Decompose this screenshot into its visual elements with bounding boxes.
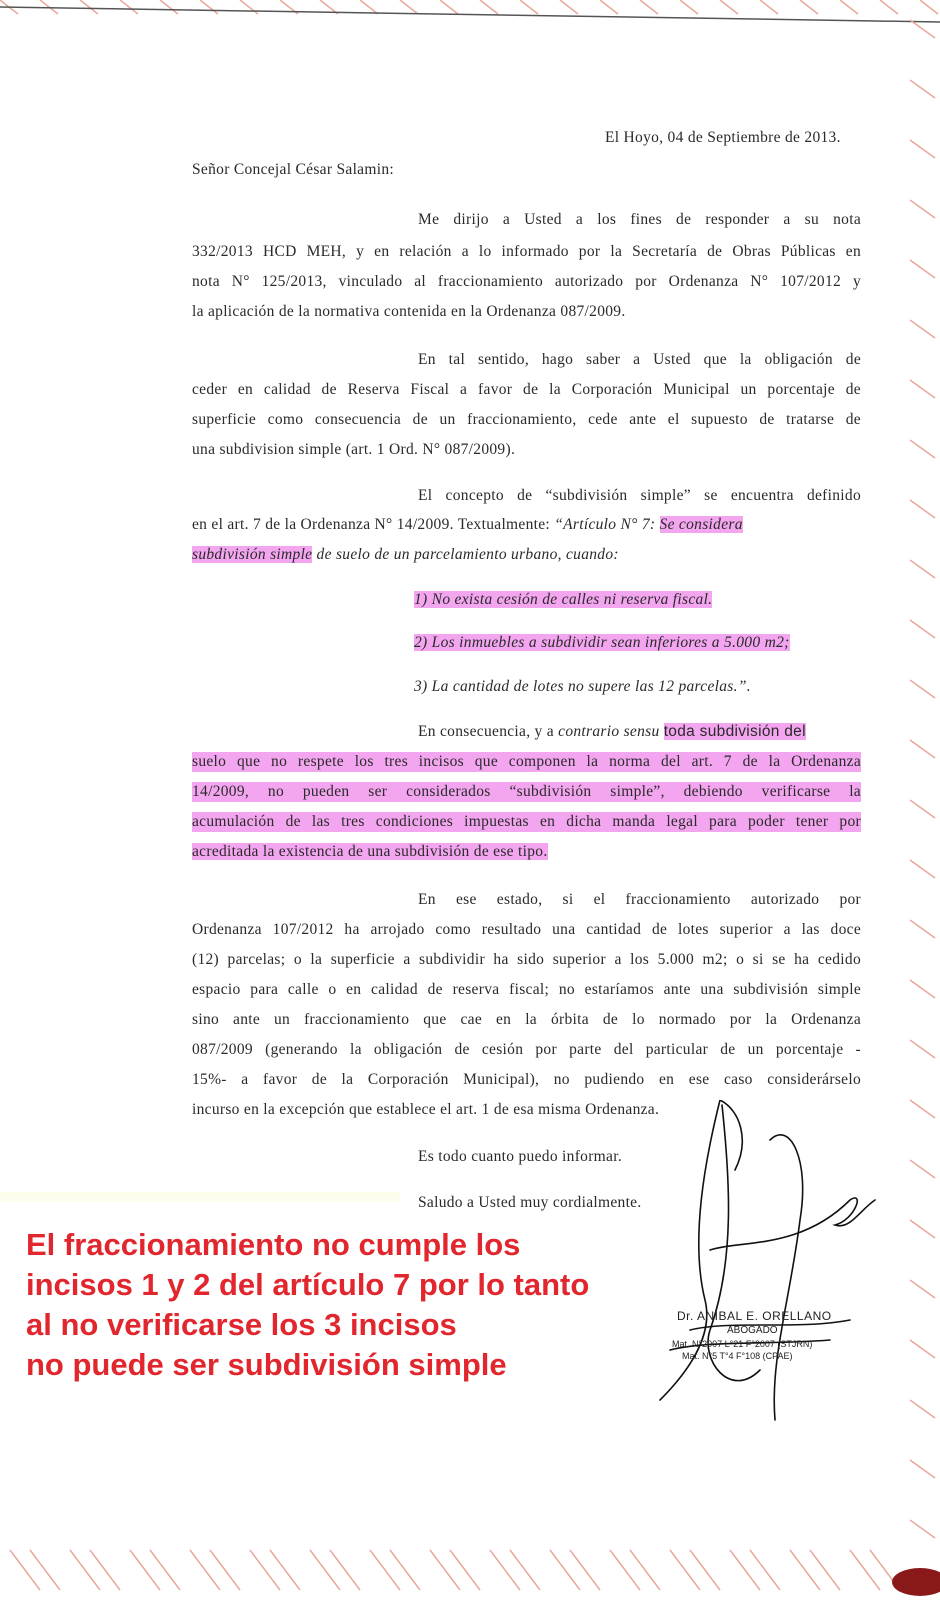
p2-line-2: ceder en calidad de Reserva Fiscal a favor de la Corporación Municipal un porcentaje de bbox=[192, 381, 861, 398]
right-edge-stripes bbox=[905, 0, 940, 1600]
p1-line-4: la aplicación de la normativa contenida en la Ordenanza 087/2009. bbox=[192, 303, 626, 320]
item-3: 3) La cantidad de lotes no supere las 12 parcelas.”. bbox=[414, 678, 751, 695]
annotation-line-2: incisos 1 y 2 del artículo 7 por lo tanto bbox=[26, 1267, 590, 1302]
p4-line-1 bbox=[418, 722, 806, 742]
bottom-edge-stripes bbox=[0, 1520, 940, 1600]
closing-1: Es todo cuanto puedo informar. bbox=[418, 1148, 622, 1165]
signature-mat-2: Mat. N°5 T°4 F°108 (CPAE) bbox=[682, 1351, 793, 1361]
annotation-line-1: El fraccionamiento no cumple los bbox=[26, 1227, 521, 1262]
p2-line-4: una subdivision simple (art. 1 Ord. N° 087/2009). bbox=[192, 441, 516, 458]
scan-yellow-strip bbox=[0, 1192, 400, 1202]
p1-line-3: nota N° 125/2013, vinculado al fraccionamiento autorizado por Ordenanza N° 107/2012 y bbox=[192, 273, 861, 290]
closing-2: Saludo a Usted muy cordialmente. bbox=[418, 1194, 642, 1211]
p4-line-1-italic: contrario sensu bbox=[558, 723, 660, 740]
signature-name: Dr. ANIBAL E. ORELLANO bbox=[677, 1309, 832, 1323]
p3-line-2 bbox=[192, 515, 743, 535]
p4-line-5-highlight: acreditada la existencia de una subdivisión de ese tipo. bbox=[192, 843, 548, 860]
p3-line-2-text: en el art. 7 de la Ordenanza N° 14/2009. Textualmente: bbox=[192, 516, 555, 533]
p5-line-4: espacio para calle o en calidad de reserva fiscal; no estaríamos ante una subdivisión simple bbox=[192, 981, 861, 998]
item-2 bbox=[414, 633, 790, 653]
p4-line-1-text: En consecuencia, y a bbox=[418, 723, 559, 740]
annotation-note bbox=[26, 1225, 676, 1385]
right-stripes-graphic bbox=[905, 0, 940, 1600]
p4-line-2: suelo que no respete los tres incisos que componen la norma del art. 7 de la Ordenanza bbox=[192, 753, 861, 770]
item-1-highlight: 1) No exista cesión de calles ni reserva fiscal. bbox=[414, 591, 713, 608]
p4-line-4: acumulación de las tres condiciones impuestas en dicha manda legal para poder tener por bbox=[192, 813, 861, 830]
signature-title: ABOGADO bbox=[727, 1325, 778, 1336]
p2-line-3: superficie como consecuencia de un fraccionamiento, cede ante el supuesto de tratarse de bbox=[192, 411, 861, 428]
p5-line-2: Ordenanza 107/2012 ha arrojado como resultado una cantidad de lotes superior a las doce bbox=[192, 921, 861, 938]
p3-line-1: El concepto de “subdivisión simple” se encuentra definido bbox=[418, 487, 861, 504]
top-edge-stripes bbox=[0, 0, 940, 30]
p3-line-2-highlight: Se considera bbox=[659, 516, 743, 533]
annotation-line-4: no puede ser subdivisión simple bbox=[26, 1347, 507, 1382]
p5-line-3: (12) parcelas; o la superficie a subdividir ha sido superior a los 5.000 m2; o si se ha cedido bbox=[192, 951, 861, 968]
p4-line-3: 14/2009, no pueden ser considerados “subdivisión simple”, debiendo verificarse la bbox=[192, 783, 861, 800]
p4-line-1-highlight: toda subdivisión del bbox=[663, 723, 806, 740]
p3-line-3 bbox=[192, 545, 619, 565]
p4-line-5 bbox=[192, 842, 548, 862]
item-1 bbox=[414, 590, 712, 610]
p1-line-1: Me dirijo a Usted a los fines de responder a su nota bbox=[418, 211, 861, 228]
annotation-line-3: al no verificarse los 3 incisos bbox=[26, 1307, 457, 1342]
p5-line-8: incurso en la excepción que establece el art. 1 de esa misma Ordenanza. bbox=[192, 1101, 660, 1118]
p5-line-5: sino ante un fraccionamiento que cae en la órbita de lo normado por la Ordenanza bbox=[192, 1011, 861, 1028]
p3-line-2-italic: “Artículo N° 7: bbox=[554, 516, 660, 533]
p5-line-6: 087/2009 (generando la obligación de cesión por parte del particular de un porcentaje - bbox=[192, 1041, 861, 1058]
letter-recipient: Señor Concejal César Salamin: bbox=[192, 161, 394, 178]
p3-line-3-text: de suelo de un parcelamiento urbano, cuando: bbox=[312, 546, 619, 563]
bottom-stripes-graphic bbox=[0, 1520, 940, 1600]
p2-line-1: En tal sentido, hago saber a Usted que la obligación de bbox=[418, 351, 861, 368]
letter-date: El Hoyo, 04 de Septiembre de 2013. bbox=[605, 129, 841, 146]
signature-mat-1: Mat. N°2007 L°21 F°2007 (STJRN) bbox=[672, 1339, 813, 1349]
p3-line-3-highlight: subdivisión simple bbox=[192, 546, 313, 563]
handwritten-signature bbox=[650, 1100, 880, 1430]
p5-line-7: 15%- a favor de la Corporación Municipal), no pudiendo en ese caso considerárselo bbox=[192, 1071, 861, 1088]
p1-line-2: 332/2013 HCD MEH, y en relación a lo informado por la Secretaría de Obras Públicas en bbox=[192, 243, 861, 260]
top-stripes-graphic bbox=[0, 0, 940, 30]
p5-line-1: En ese estado, si el fraccionamiento autorizado por bbox=[418, 891, 861, 908]
item-2-highlight: 2) Los inmuebles a subdividir sean inferiores a 5.000 m2; bbox=[414, 634, 790, 651]
